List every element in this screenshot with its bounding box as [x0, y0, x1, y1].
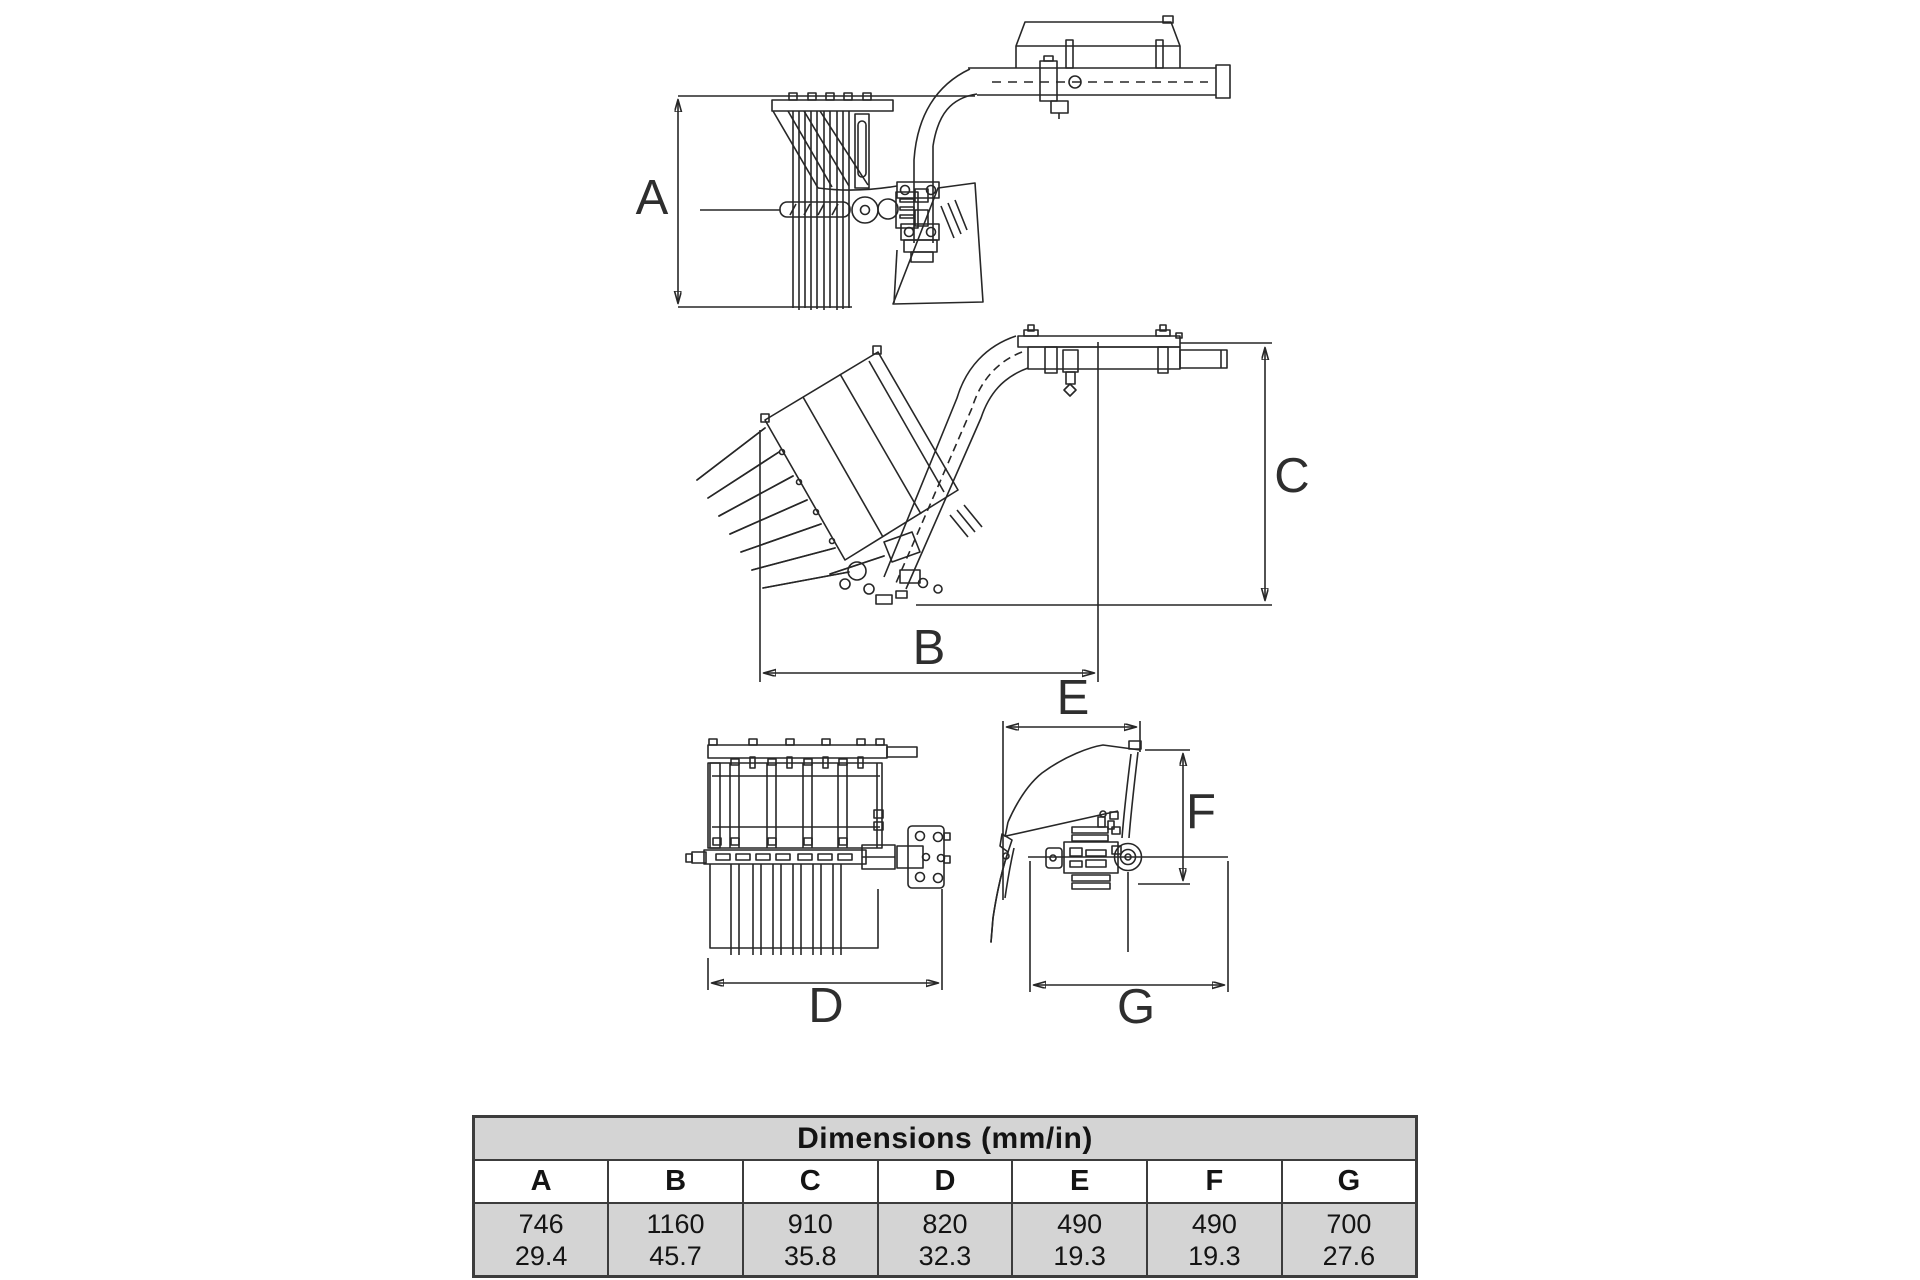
value-cell-c	[743, 1203, 878, 1277]
value-cell-g	[1282, 1203, 1417, 1277]
profile-view	[991, 671, 1228, 1034]
dim-label-d: D	[808, 979, 844, 1033]
value-in: 35.8	[783, 1240, 837, 1271]
col-header-a: A	[474, 1160, 609, 1203]
profile-gearbox	[1046, 811, 1142, 889]
value-mm: 820	[922, 1208, 968, 1239]
dim-label-f: F	[1186, 785, 1216, 839]
hood-fan	[773, 111, 897, 190]
top-plan-view	[636, 16, 1230, 310]
dim-label-e: E	[1056, 671, 1090, 725]
tine-fan	[697, 428, 849, 588]
value-in: 27.6	[1322, 1240, 1376, 1271]
value-mm: 1160	[646, 1208, 705, 1239]
col-header-f: F	[1147, 1160, 1282, 1203]
dim-label-b: B	[912, 621, 946, 675]
side-view	[697, 325, 1310, 682]
front-view	[686, 739, 950, 1033]
dim-label-a: A	[635, 171, 669, 225]
col-header-d: D	[878, 1160, 1013, 1203]
value-mm: 700	[1326, 1208, 1372, 1239]
front-tines	[731, 864, 841, 955]
value-cell-d	[878, 1203, 1013, 1277]
value-in: 19.3	[1188, 1240, 1241, 1271]
table-columns-row	[474, 1160, 1417, 1203]
col-header-c: C	[743, 1160, 878, 1203]
value-mm: 746	[518, 1208, 564, 1239]
table-header-row	[474, 1117, 1417, 1161]
value-cell-f	[1147, 1203, 1282, 1277]
col-header-g: G	[1282, 1160, 1417, 1203]
dim-label-g: G	[1116, 980, 1156, 1034]
col-header-e: E	[1012, 1160, 1147, 1203]
table-values-row	[474, 1203, 1417, 1277]
table-title: Dimensions (mm/in)	[474, 1117, 1417, 1161]
value-in: 32.3	[918, 1240, 972, 1271]
value-mm: 490	[1191, 1208, 1237, 1239]
dim-label-c: C	[1274, 449, 1310, 503]
value-cell-a	[474, 1203, 609, 1277]
value-cell-e	[1012, 1203, 1147, 1277]
value-mm: 490	[1057, 1208, 1103, 1239]
value-in: 29.4	[514, 1240, 568, 1271]
dimensions-table	[472, 1115, 1418, 1278]
value-in: 19.3	[1053, 1240, 1106, 1271]
value-cell-b	[608, 1203, 743, 1277]
value-mm: 910	[787, 1208, 833, 1239]
col-header-b: B	[608, 1160, 743, 1203]
value-in: 45.7	[649, 1240, 702, 1271]
